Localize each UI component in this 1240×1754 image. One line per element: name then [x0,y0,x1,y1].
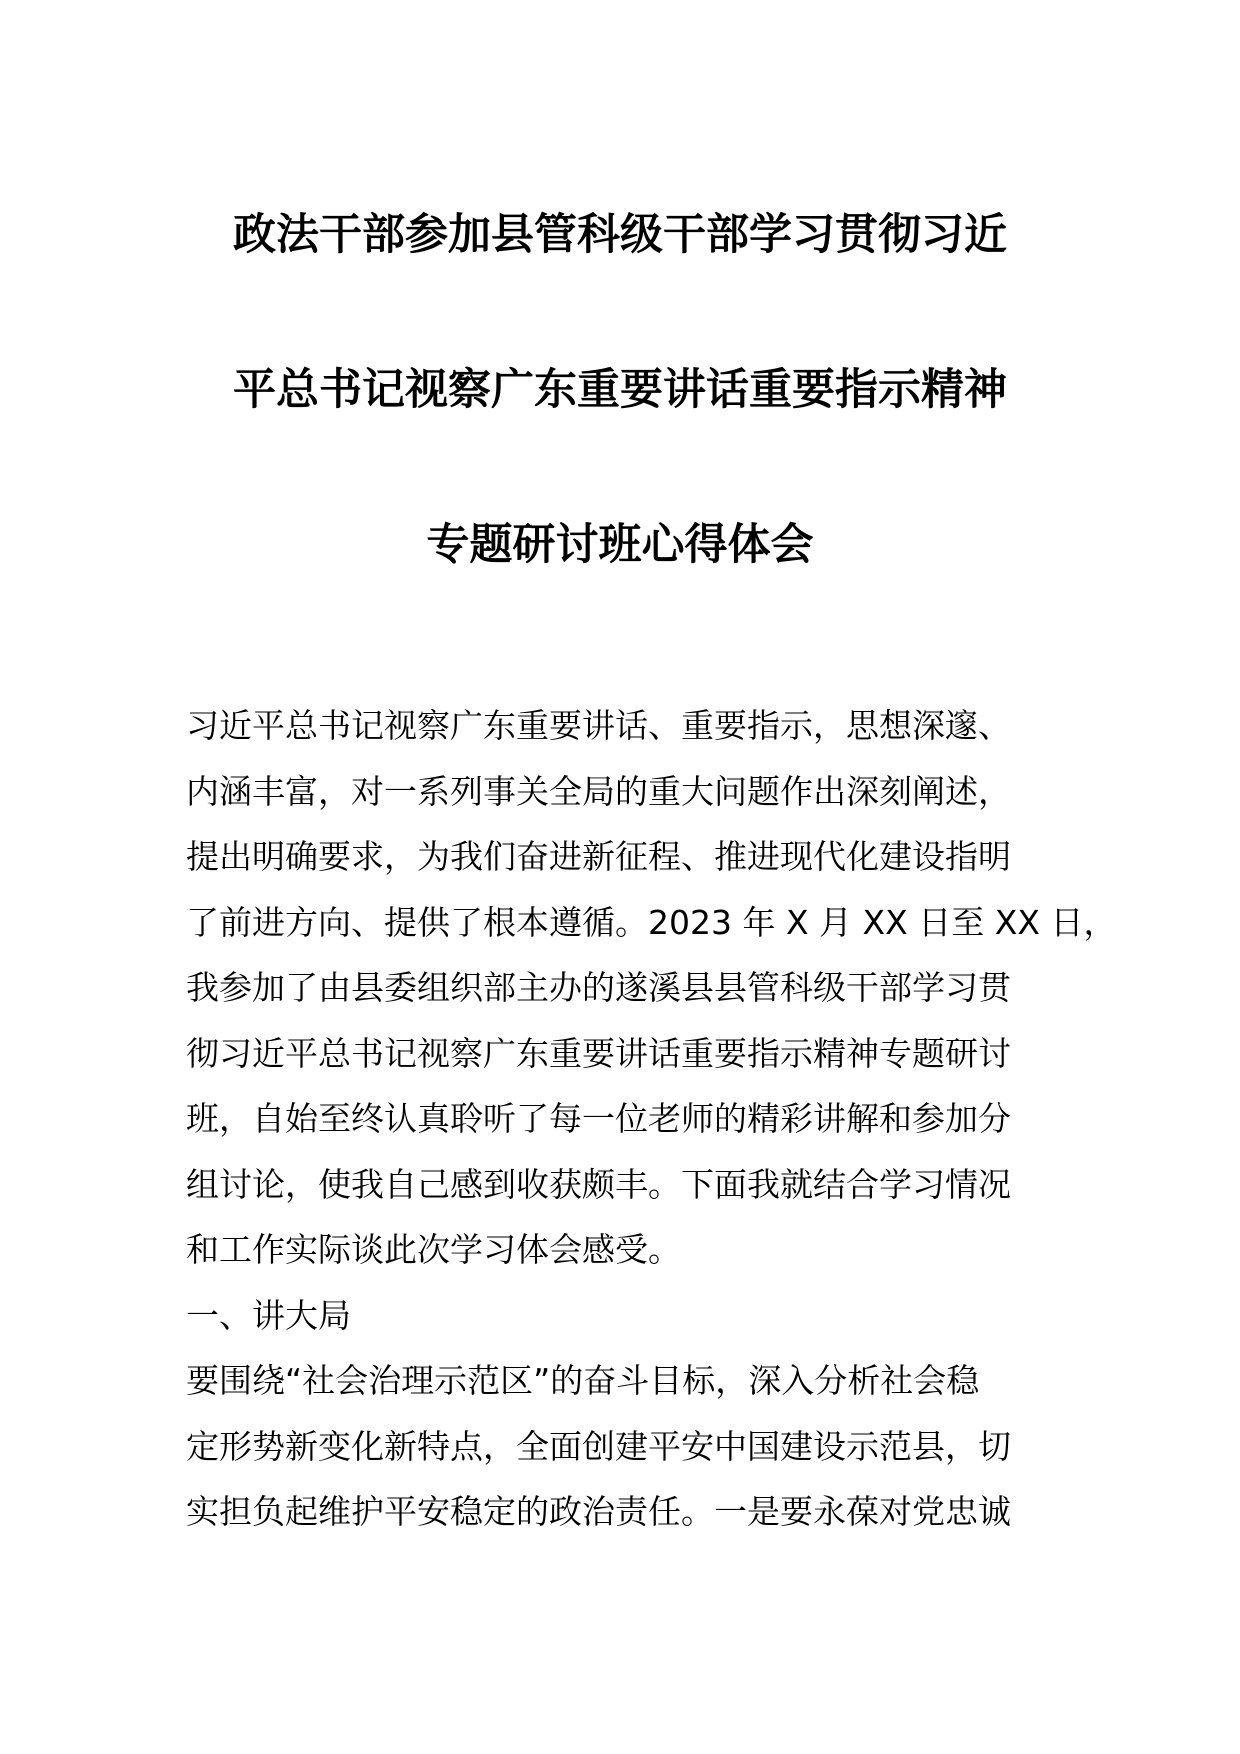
document-title-line-2: 平总书记视察广东重要讲话重要指示精神 [233,365,1007,415]
body-line: 我参加了由县委组织部主办的遂溪县县管科级干部学习贯 [186,968,1011,1007]
body-line: 了前进方向、提供了根本遵循。2023 年 X 月 XX 日至 XX 日， [186,902,1117,942]
body-line: 和工作实际谈此次学习体会感受。 [186,1230,681,1269]
body-line: 组讨论，使我自己感到收获颇丰。下面我就结合学习情况 [186,1164,1011,1204]
body-line: 实担负起维护平安稳定的政治责任。一是要永葆对党忠诚 [186,1492,1011,1531]
body-line: 班，自始至终认真聆听了每一位老师的精彩讲解和参加分 [186,1099,1011,1138]
body-line: 彻习近平总书记视察广东重要讲话重要指示精神专题研讨 [186,1033,1011,1073]
document-body [186,693,1117,1545]
body-line: 习近平总书记视察广东重要讲话、重要指示，思想深邃、 [186,706,1011,745]
section-heading: 一、讲大局 [186,1295,351,1335]
document-title-line-3: 专题研讨班心得体会 [426,520,814,570]
body-line: 内涵丰富，对一系列事关全局的重大问题作出深刻阐述， [186,771,1011,811]
body-line: 定形势新变化新特点，全面创建平安中国建设示范县，切 [186,1426,1011,1466]
body-line: 提出明确要求，为我们奋进新征程、推进现代化建设指明 [186,837,1011,876]
document-title-line-1: 政法干部参加县管科级干部学习贯彻习近 [233,210,1007,260]
body-line: 要围绕“社会治理示范区”的奋斗目标，深入分析社会稳 [186,1361,980,1400]
